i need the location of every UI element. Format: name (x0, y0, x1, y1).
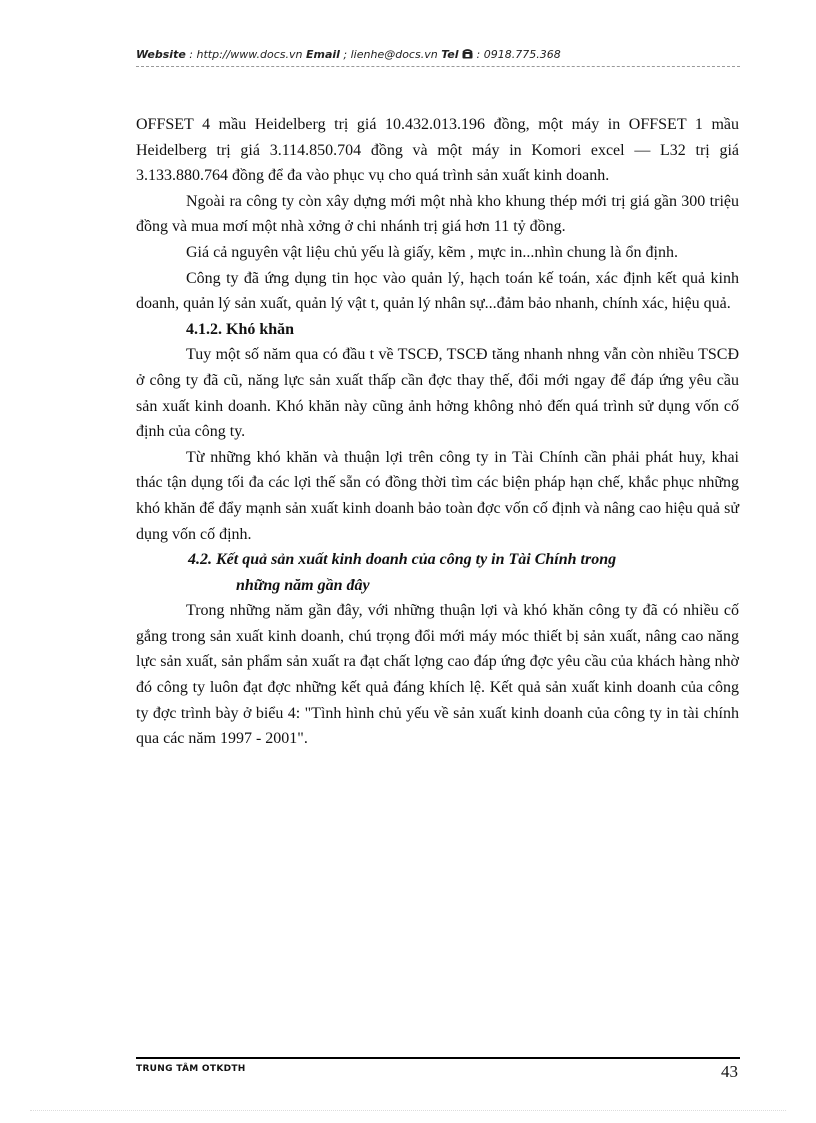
email-value: ; lienhe@docs.vn (339, 48, 442, 61)
paragraph: Từ những khó khăn và thuận lợi trên công ty in Tài Chính cần phải phát huy, khai thác tận dụng tối đa các lợi thế sẵn có đồng thời tìm các biện pháp hạn chế, khắc phục những khó khăn để đẩy mạnh sản xuất kinh doanh bảo toàn đợc vốn cố định và nâng cao hiệu quả sử dụng vốn cố định. (136, 448, 739, 543)
website-label: Website (136, 48, 186, 61)
bottom-border (30, 1110, 786, 1111)
page-header (136, 48, 740, 62)
email-label: Email (305, 48, 340, 61)
tel-label: Tel (441, 48, 459, 61)
header-divider (136, 66, 740, 67)
section-heading-line-2: những năm gần đây (236, 576, 370, 594)
tel-value: : 0918.775.368 (473, 48, 561, 61)
paragraph: Trong những năm gần đây, với những thuận lợi và khó khăn công ty đã có nhiều cố gắng trong sản xuất kinh doanh, chú trọng đổi mới máy móc thiết bị sản xuất, nâng cao năng lực sản xuất, sản phẩm sản xuất ra đạt chất lợng cao đáp ứng đợc yêu cầu của khách hàng nhờ đó công ty luôn đạt đợc những kết quả đáng khích lệ. Kết quả sản xuất kinh doanh của công ty đợc trình bày ở biểu 4: "Tình hình chủ yếu về sản xuất kinh doanh của công ty in tài chính qua các năm 1997 - 2001". (136, 602, 739, 748)
paragraph: Giá cả nguyên vật liệu chủ yếu là giấy, kẽm , mực in...nhìn chung là ổn định. (186, 243, 678, 261)
website-value: : http://www.docs.vn (185, 48, 306, 61)
section-heading-4-1-2: 4.1.2. Khó khăn (186, 320, 295, 338)
paragraph: OFFSET 4 mầu Heidelberg trị giá 10.432.013.196 đồng, một máy in OFFSET 1 mầu Heidelberg trị giá 3.114.850.704 đồng và một máy in Komori excel — L32 trị giá 3.133.880.764 đồng để đa vào phục vụ cho quá trình sản xuất kinh doanh. (136, 116, 739, 185)
phone-icon (462, 49, 473, 62)
paragraph: Ngoài ra công ty còn xây dựng mới một nhà kho khung thép mới trị giá gần 300 triệu đồng và mua mơí một nhà xởng ở chi nhánh trị giá hơn 11 tỷ đồng. (136, 192, 739, 236)
footer-organization: TRUNG TÂM OTKDTH (136, 1064, 246, 1074)
section-heading-line-1: 4.2. Kết quả sản xuất kinh doanh của công ty in Tài Chính trong (188, 551, 617, 569)
page-number: 43 (721, 1062, 738, 1081)
document-body (136, 112, 739, 752)
section-heading-4-2 (136, 547, 739, 598)
paragraph: Công ty đã ứng dụng tin học vào quản lý, hạch toán kế toán, xác định kết quả kinh doanh, quản lý sản xuất, quản lý vật t, quản lý nhân sự...đảm bảo nhanh, chính xác, hiệu quả. (136, 269, 739, 313)
footer-divider (136, 1057, 740, 1059)
paragraph: Tuy một số năm qua có đầu t về TSCĐ, TSCĐ tăng nhanh nhng vẫn còn nhiều TSCĐ ở công ty đã cũ, năng lực sản xuất thấp cần đợc thay thế, đổi mới ngay để đáp ứng yêu cầu sản xuất kinh doanh. Khó khăn này cũng ảnh hởng không nhỏ đến quá trình sử dụng vốn cố định của công ty. (136, 346, 739, 441)
